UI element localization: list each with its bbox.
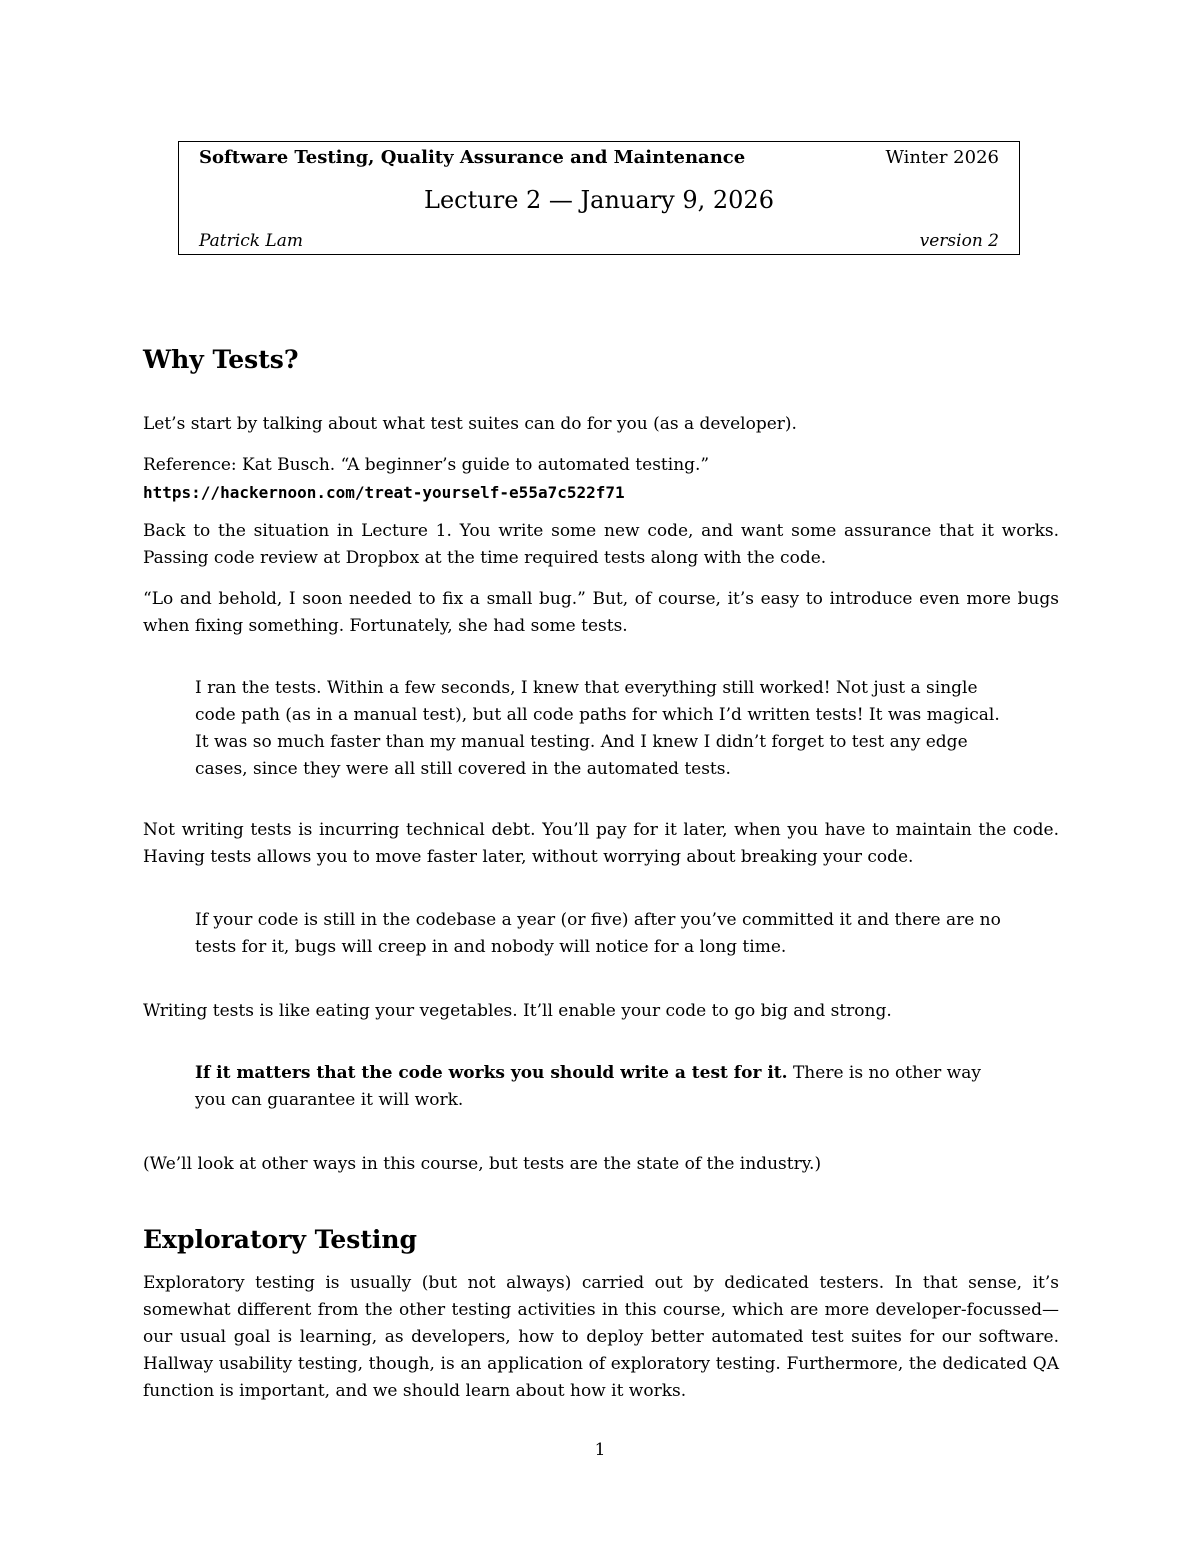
author-name: Patrick Lam	[199, 231, 303, 251]
course-title: Software Testing, Quality Assurance and Maintenance	[199, 147, 746, 168]
reference-url-link[interactable]: https://hackernoon.com/treat-yourself-e55a7c522f71	[143, 483, 625, 502]
lecture-title: Lecture 2 — January 9, 2026	[424, 186, 774, 214]
lecture-header-box	[178, 141, 1020, 255]
paragraph-other-ways: (We’ll look at other ways in this course, but tests are the state of the industry.)	[143, 1154, 822, 1174]
quote-write-a-test	[195, 1060, 1009, 1114]
paragraph-reference	[143, 452, 1059, 507]
page-number: 1	[594, 1440, 606, 1460]
quote-remainder: There is no other way you can guarantee it will work.	[195, 1063, 981, 1110]
paragraph-intro: Let’s start by talking about what test suites can do for you (as a developer).	[143, 414, 797, 434]
section-heading-why-tests: Why Tests?	[143, 345, 299, 374]
version-label: version 2	[919, 231, 999, 251]
quote-emphasis: If it matters that the code works you should write a test for it.	[195, 1063, 788, 1083]
quote-ran-tests: I ran the tests. Within a few seconds, I knew that everything still worked! Not just a single code path (as in a manual test), but all code paths for which I’d written tests! It was magical. It was so much faster than my manual testing. And I knew I didn’t forget to test any edge cases, since they were all still covered in the automated tests.	[195, 678, 1000, 779]
quote-codebase-year: If your code is still in the codebase a year (or five) after you’ve committed it and there are no tests for it, bugs will creep in and nobody will notice for a long time.	[195, 910, 1001, 957]
paragraph-lecture1-situation: Back to the situation in Lecture 1. You write some new code, and want some assurance that it works. Passing code review at Dropbox at the time required tests along with the code.	[143, 521, 1059, 568]
paragraph-exploratory: Exploratory testing is usually (but not always) carried out by dedicated testers. In that sense, it’s somewhat different from the other testing activities in this course, which are more developer-focussed—our usual goal is learning, as developers, how to deploy better automated test suites for our software. Hallway usability testing, though, is an application of exploratory testing. Furthermore, the dedicated QA function is important, and we should learn about how it works.	[143, 1273, 1059, 1401]
term-label: Winter 2026	[885, 147, 999, 168]
paragraph-vegetables: Writing tests is like eating your vegetables. It’ll enable your code to go big and strong.	[143, 1001, 892, 1021]
reference-text: Reference: Kat Busch. “A beginner’s guide to automated testing.”	[143, 455, 710, 475]
paragraph-fix-bug: “Lo and behold, I soon needed to fix a small bug.” But, of course, it’s easy to introduce even more bugs when fixing something. Fortunately, she had some tests.	[143, 589, 1059, 636]
section-heading-exploratory-testing: Exploratory Testing	[143, 1225, 418, 1254]
paragraph-technical-debt: Not writing tests is incurring technical debt. You’ll pay for it later, when you have to maintain the code. Having tests allows you to move faster later, without worrying about breaking your code.	[143, 820, 1059, 867]
